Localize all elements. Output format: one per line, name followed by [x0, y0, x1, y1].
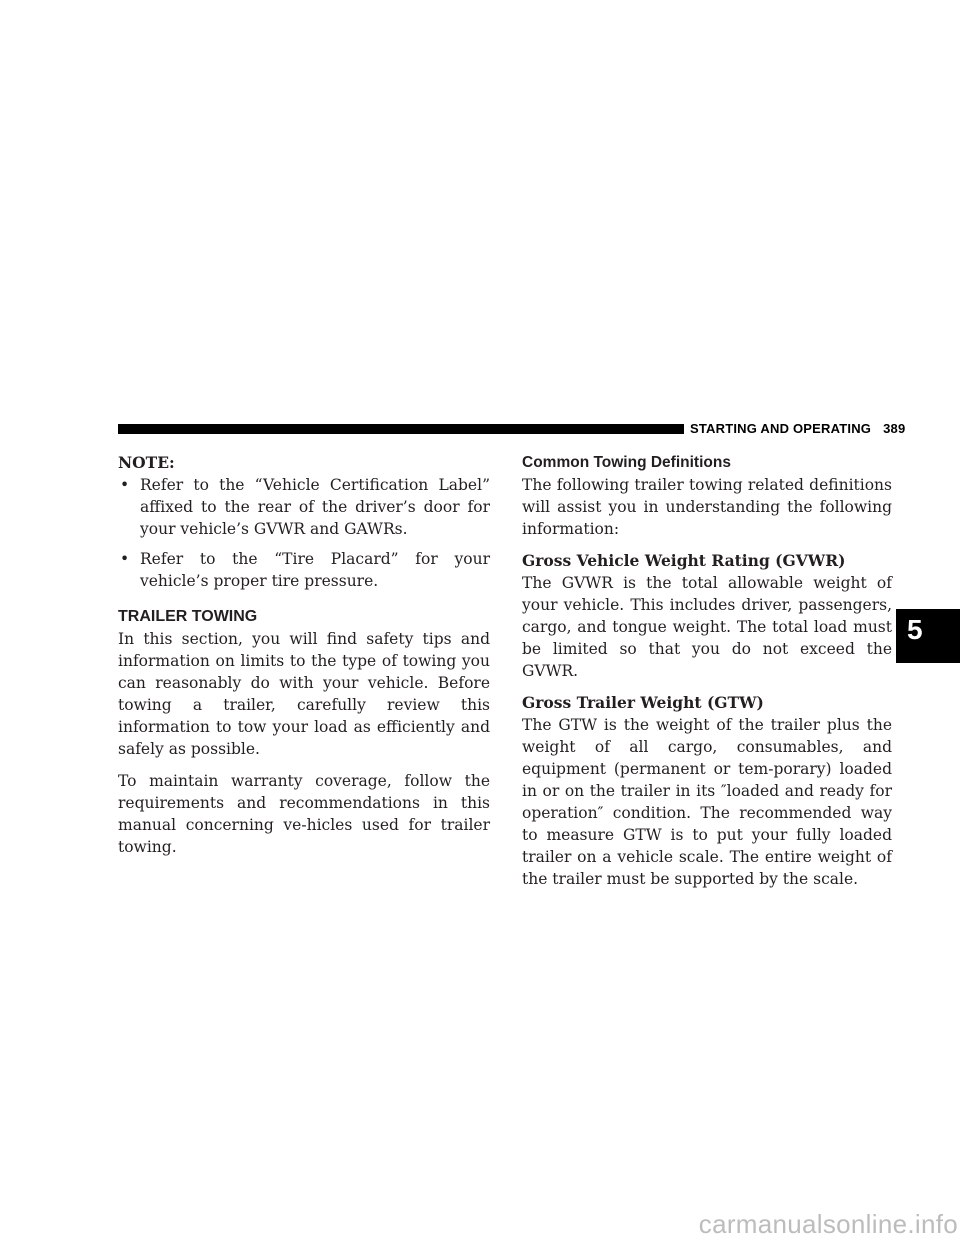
- bullet-icon: •: [120, 550, 130, 568]
- chapter-tab: [896, 609, 960, 663]
- bullet-text: Refer to the “Vehicle Certification Label” affixed to the rear of the driver’s door for your vehicle’s GVWR and GAWRs.: [140, 476, 490, 538]
- paragraph: The following trailer towing related definitions will assist you in understanding the following information:: [522, 476, 892, 538]
- header-rule: [118, 424, 684, 434]
- list-item: [118, 474, 490, 540]
- watermark: carmanualsonline.info: [698, 1209, 958, 1239]
- chapter-number: 5: [907, 614, 923, 645]
- list-item: [118, 548, 490, 592]
- left-column: [118, 452, 490, 858]
- paragraph: In this section, you will find safety tips and information on limits to the type of towing you can reasonably do with your vehicle. Before towing a trailer, carefully review this information to tow your load as efficiently and safely as possible.: [118, 630, 490, 758]
- note-label: NOTE:: [118, 453, 175, 472]
- note-bullet-list: [118, 474, 490, 592]
- term-gtw: Gross Trailer Weight (GTW): [522, 693, 764, 712]
- definition-text: The GVWR is the total allowable weight of your vehicle. This includes driver, passengers, cargo, and tongue weight. The total load must be limited so that you do not exceed the GVWR.: [522, 574, 892, 680]
- right-column: [522, 452, 892, 890]
- page-number: 389: [883, 421, 906, 436]
- definition-text: The GTW is the weight of the trailer plus the weight of all cargo, consumables, and equipment (permanent or tem-porary) loaded in or on the trailer in its ″loaded and ready for operation″ condition. The recommended way to measure GTW is to put your fully loaded trailer on a vehicle scale. The entire weight of the trailer must be supported by the scale.: [522, 716, 892, 888]
- term-gvwr: Gross Vehicle Weight Rating (GVWR): [522, 551, 846, 570]
- bullet-icon: •: [120, 476, 130, 494]
- section-heading-trailer-towing: TRAILER TOWING: [118, 608, 258, 625]
- paragraph: To maintain warranty coverage, follow the requirements and recommendations in this manual concerning ve-hicles used for trailer towing.: [118, 772, 490, 856]
- subheading-common-towing-definitions: Common Towing Definitions: [522, 454, 731, 471]
- running-header: [690, 421, 905, 436]
- bullet-text: Refer to the “Tire Placard” for your vehicle’s proper tire pressure.: [140, 550, 490, 590]
- section-title: STARTING AND OPERATING: [690, 421, 872, 436]
